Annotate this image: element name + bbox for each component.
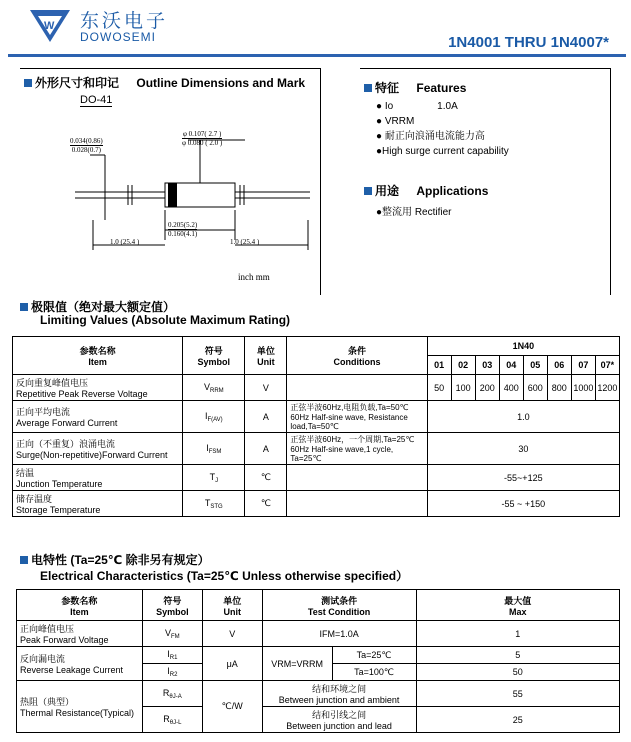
section-bullet-icon <box>364 84 372 92</box>
company-name-en: DOWOSEMI <box>80 30 156 44</box>
electrical-characteristics-table <box>16 589 620 733</box>
feature-surge-en: ●High surge current capability <box>376 146 509 157</box>
table-row: $I_{R2}$ Ta=100℃ 50 <box>17 664 620 681</box>
table-row: 热阻（典型） Thermal Resistance(Typical) $R_{\theta J-A}$ ℃/W 结和环境之间 Between junction and ambient 55 <box>17 681 620 707</box>
part-title: 1N4001 THRU 1N4007* <box>448 34 609 51</box>
section-bullet-icon <box>20 303 28 311</box>
table-header-row: 参数名称 Item 符号 Symbol 单位 Unit 条件 Conditions 1N40 <box>13 337 620 356</box>
dowosemi-logo-icon <box>30 8 70 42</box>
table-row: 储存温度 Storage Temperature $T_{STG}$ ℃ -55 ~ +150 <box>13 491 620 517</box>
body-diameter-dim: φ 0.107( 2.7 ) φ 0.080 ( 2.0 ) <box>182 130 223 147</box>
table-row: 结温 Junction Temperature $T_J$ ℃ -55~+125 <box>13 465 620 491</box>
table-row: 正向峰值电压 Peak Forward Voltage $V_{FM}$ V IFM=1.0A 1 <box>17 621 620 647</box>
features-title: 特征 Features <box>364 79 466 96</box>
limiting-title-cn: 极限值（绝对最大额定值） <box>20 298 175 315</box>
feature-surge-cn: ● 耐正向浪涌电流能力高 <box>376 131 485 142</box>
electrical-title-cn: 电特性 (Ta=25℃ 除非另有规定） <box>20 551 210 568</box>
package-label: DO-41 <box>80 94 113 106</box>
limiting-values-table <box>12 336 620 517</box>
table-type-row: 01 02 03 04 05 06 07 07* <box>13 356 620 375</box>
table-row: 反向漏电流 Reverse Leakage Current $I_{R1}$ μA VRM=VRRM Ta=25℃ 5 <box>17 647 620 664</box>
table-row: 正向平均电流 Average Forward Current $I_{F(AV)}$ A 正弦半波60Hz,电阻负载,Ta=50℃ 60Hz Half-sine wave, Resistance load,Ta=50℃ 1.0 <box>13 401 620 433</box>
svg-text:W: W <box>44 20 55 32</box>
header-rule <box>8 54 626 57</box>
section-bullet-icon <box>364 187 372 195</box>
body-length-dim: 0.205(5.2) 0.160(4.1) <box>168 221 198 238</box>
table-header-row: 参数名称 Item 符号 Symbol 单位 Unit 测试条件 Test Condition 最大值 Max <box>17 590 620 621</box>
company-name-cn: 东沃电子 <box>80 11 169 32</box>
applications-title: 用途 Applications <box>364 182 488 199</box>
section-bullet-icon <box>20 556 28 564</box>
outline-title: 外形尺寸和印记 Outline Dimensions and Mark <box>24 74 305 91</box>
electrical-title-en: Electrical Characteristics (Ta=25℃ Unless otherwise specified） <box>40 569 409 583</box>
section-bullet-icon <box>24 79 32 87</box>
feature-io: ● Io 1.0A <box>376 101 458 112</box>
table-row: $R_{\theta J-L}$ 结和引线之间 Between junction and lead 25 <box>17 707 620 733</box>
lead-diameter-dim: 0.034(0.86) 0.028(0.7) <box>70 137 103 154</box>
units-label: inch mm <box>238 272 270 282</box>
table-row: 反向重复峰值电压 Repetitive Peak Reverse Voltage $V_{RRM}$ V 50 100 200 400 600 800 1000 1200 <box>13 375 620 401</box>
lead-length-left-dim: 1.0 (25.4 ) <box>110 238 140 246</box>
feature-vrrm: ● VRRM <box>376 116 415 127</box>
lead-length-right-dim: 1.0 (25.4 ) <box>230 238 260 246</box>
features-list <box>376 99 509 159</box>
application-item: ●整流用 Rectifier <box>376 207 452 218</box>
limiting-title-en: Limiting Values (Absolute Maximum Rating) <box>40 313 291 327</box>
table-row: 正向（不重复）浪涌电流 Surge(Non-repetitive)Forward Current $I_{FSM}$ A 正弦半波60Hz，一个周期,Ta=25℃ 60Hz Half-sine wave,1 cycle, Ta=25℃ 30 <box>13 433 620 465</box>
